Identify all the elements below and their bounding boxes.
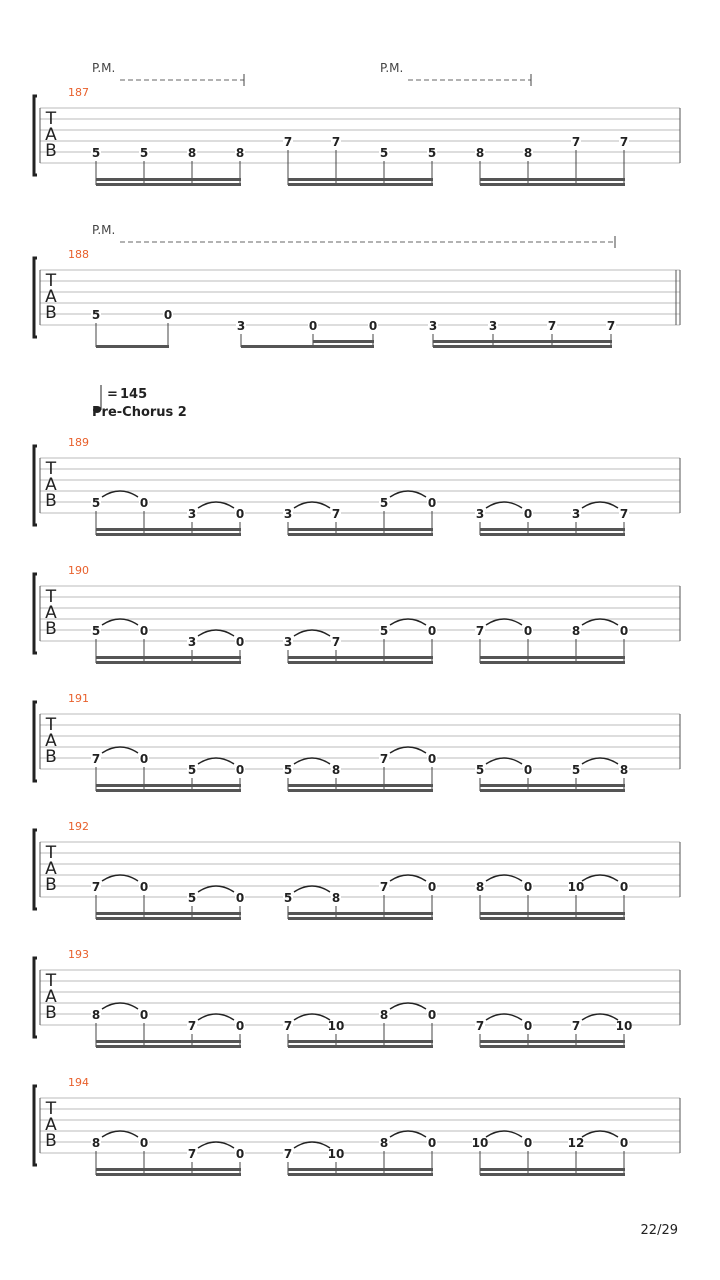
slur-arc: [390, 875, 426, 881]
tempo-prefix: =: [107, 387, 118, 402]
fret-number: 0: [523, 1019, 533, 1033]
slur-arc: [486, 1014, 522, 1020]
slur-arc: [294, 1014, 330, 1020]
fret-number: 7: [283, 1019, 293, 1033]
beam: [288, 917, 433, 920]
slur-arc: [582, 1131, 618, 1137]
beam: [480, 661, 625, 664]
measure-number: 191: [68, 692, 89, 705]
tab-clef-letter: A: [45, 987, 57, 1007]
fret-number: 7: [331, 135, 341, 149]
fret-number: 7: [91, 880, 101, 894]
beam: [96, 533, 241, 536]
fret-number: 0: [427, 752, 437, 766]
measure-number: 189: [68, 436, 89, 449]
beam-secondary: [288, 1040, 433, 1043]
fret-number: 7: [475, 1019, 485, 1033]
tab-system: [34, 564, 680, 664]
beam: [288, 533, 433, 536]
fret-number: 0: [235, 891, 245, 905]
fret-number: 5: [91, 146, 101, 160]
measure-number: 187: [68, 86, 89, 99]
fret-number: 7: [187, 1147, 197, 1161]
fret-number: 8: [475, 880, 485, 894]
fret-number: 0: [619, 1136, 629, 1150]
system-bracket: [34, 1086, 37, 1165]
tab-clef-letter: A: [45, 603, 57, 623]
tempo-bpm: 145: [120, 387, 148, 402]
fret-number: 5: [139, 146, 149, 160]
fret-number: 8: [235, 146, 245, 160]
tab-clef-letter: B: [45, 1003, 57, 1023]
fret-number: 10: [327, 1019, 345, 1033]
fret-number: 5: [571, 763, 581, 777]
slur-arc: [198, 886, 234, 892]
fret-number: 0: [427, 1136, 437, 1150]
tab-clef-letter: A: [45, 125, 57, 145]
slur-arc: [198, 1142, 234, 1148]
fret-number: 8: [379, 1136, 389, 1150]
fret-number: 7: [571, 135, 581, 149]
measure-number: 188: [68, 248, 89, 261]
tab-clef-letter: T: [45, 459, 57, 479]
fret-number: 7: [547, 319, 557, 333]
tab-system: [34, 436, 680, 536]
beam: [480, 789, 625, 792]
fret-number: 7: [475, 624, 485, 638]
beam-secondary: [288, 656, 433, 659]
fret-number: 7: [619, 135, 629, 149]
fret-number: 8: [571, 624, 581, 638]
fret-number: 0: [139, 624, 149, 638]
fret-number: 10: [567, 880, 585, 894]
fret-number: 7: [187, 1019, 197, 1033]
fret-number: 0: [368, 319, 378, 333]
palm-mute-label: P.M.: [380, 61, 404, 75]
tab-clef-letter: B: [45, 141, 57, 161]
fret-number: 7: [619, 507, 629, 521]
tab-clef-letter: A: [45, 287, 57, 307]
beam: [433, 345, 612, 348]
fret-number: 0: [427, 624, 437, 638]
beam: [96, 1173, 241, 1176]
fret-number: 7: [283, 135, 293, 149]
fret-number: 0: [523, 880, 533, 894]
slur-arc: [582, 1014, 618, 1020]
measure-number: 194: [68, 1076, 89, 1089]
fret-number: 8: [91, 1008, 101, 1022]
beam-secondary: [480, 656, 625, 659]
tab-system: [34, 223, 680, 348]
slur-arc: [102, 1131, 138, 1137]
fret-number: 12: [567, 1136, 585, 1150]
slur-arc: [102, 619, 138, 625]
fret-number: 7: [91, 752, 101, 766]
fret-number: 3: [236, 319, 246, 333]
fret-number: 3: [283, 507, 293, 521]
tab-system: [34, 1076, 680, 1176]
beam-secondary: [480, 1040, 625, 1043]
beam: [96, 661, 241, 664]
fret-number: 5: [379, 146, 389, 160]
fret-number: 3: [283, 635, 293, 649]
slur-arc: [294, 502, 330, 508]
fret-number: 8: [91, 1136, 101, 1150]
tab-clef-letter: A: [45, 859, 57, 879]
slur-arc: [198, 758, 234, 764]
beam-secondary: [313, 340, 374, 343]
slur-arc: [486, 1131, 522, 1137]
fret-number: 0: [139, 880, 149, 894]
fret-number: 7: [379, 752, 389, 766]
beam: [288, 789, 433, 792]
slur-arc: [102, 491, 138, 497]
fret-number: 10: [327, 1147, 345, 1161]
beam: [288, 1173, 433, 1176]
fret-number: 8: [331, 891, 341, 905]
fret-number: 5: [91, 624, 101, 638]
fret-number: 5: [475, 763, 485, 777]
fret-number: 0: [139, 1136, 149, 1150]
fret-number: 5: [427, 146, 437, 160]
fret-number: 0: [235, 507, 245, 521]
fret-number: 10: [615, 1019, 633, 1033]
slur-arc: [486, 502, 522, 508]
beam-secondary: [288, 178, 433, 181]
beam: [480, 917, 625, 920]
slur-arc: [102, 747, 138, 753]
fret-number: 0: [427, 496, 437, 510]
slur-arc: [582, 619, 618, 625]
slur-arc: [486, 758, 522, 764]
beam-secondary: [288, 912, 433, 915]
fret-number: 0: [619, 880, 629, 894]
slur-arc: [486, 619, 522, 625]
fret-number: 7: [283, 1147, 293, 1161]
slur-arc: [582, 502, 618, 508]
beam: [288, 1045, 433, 1048]
beam-secondary: [433, 340, 612, 343]
fret-number: 8: [619, 763, 629, 777]
tab-clef-letter: B: [45, 303, 57, 323]
tab-system: [34, 948, 680, 1048]
slur-arc: [102, 875, 138, 881]
beam-secondary: [480, 912, 625, 915]
system-bracket: [34, 574, 37, 653]
fret-number: 0: [139, 1008, 149, 1022]
fret-number: 3: [475, 507, 485, 521]
system-bracket: [34, 958, 37, 1037]
measure-number: 193: [68, 948, 89, 961]
fret-number: 0: [427, 880, 437, 894]
fret-number: 0: [427, 1008, 437, 1022]
slur-arc: [294, 886, 330, 892]
beam-secondary: [96, 1168, 241, 1171]
beam-secondary: [96, 178, 241, 181]
slur-arc: [390, 491, 426, 497]
beam-secondary: [96, 1040, 241, 1043]
measure-number: 192: [68, 820, 89, 833]
beam: [96, 789, 241, 792]
fret-number: 3: [488, 319, 498, 333]
tab-clef-letter: B: [45, 1131, 57, 1151]
beam: [96, 345, 169, 348]
fret-number: 3: [428, 319, 438, 333]
slur-arc: [198, 1014, 234, 1020]
beam: [96, 183, 241, 186]
fret-number: 7: [331, 507, 341, 521]
page-number: 22/29: [640, 1223, 678, 1238]
tab-clef-letter: T: [45, 109, 57, 129]
beam-secondary: [480, 784, 625, 787]
fret-number: 0: [139, 752, 149, 766]
beam: [241, 345, 374, 348]
section-label: Pre-Chorus 2: [92, 405, 187, 420]
tab-clef-letter: T: [45, 271, 57, 291]
fret-number: 3: [571, 507, 581, 521]
fret-number: 0: [619, 624, 629, 638]
beam: [480, 1045, 625, 1048]
beam-secondary: [480, 1168, 625, 1171]
slur-arc: [390, 619, 426, 625]
fret-number: 5: [187, 763, 197, 777]
fret-number: 3: [187, 635, 197, 649]
fret-number: 8: [331, 763, 341, 777]
fret-number: 0: [523, 507, 533, 521]
slur-arc: [102, 1003, 138, 1009]
tab-clef-letter: T: [45, 843, 57, 863]
tab-clef-letter: T: [45, 587, 57, 607]
beam-secondary: [480, 528, 625, 531]
beam-secondary: [288, 1168, 433, 1171]
fret-number: 0: [235, 635, 245, 649]
fret-number: 5: [379, 624, 389, 638]
fret-number: 8: [475, 146, 485, 160]
beam: [96, 1045, 241, 1048]
fret-number: 10: [471, 1136, 489, 1150]
fret-number: 5: [91, 496, 101, 510]
beam-secondary: [288, 528, 433, 531]
tab-clef-letter: B: [45, 619, 57, 639]
fret-number: 5: [187, 891, 197, 905]
system-bracket: [34, 702, 37, 781]
beam-secondary: [480, 178, 625, 181]
fret-number: 0: [163, 308, 173, 322]
fret-number: 5: [283, 763, 293, 777]
fret-number: 0: [235, 1019, 245, 1033]
tab-clef-letter: T: [45, 1099, 57, 1119]
tab-clef-letter: A: [45, 731, 57, 751]
fret-number: 0: [235, 763, 245, 777]
beam-secondary: [96, 784, 241, 787]
fret-number: 8: [379, 1008, 389, 1022]
fret-number: 7: [331, 635, 341, 649]
slur-arc: [486, 875, 522, 881]
tab-clef-letter: B: [45, 875, 57, 895]
slur-arc: [582, 758, 618, 764]
slur-arc: [390, 1131, 426, 1137]
tab-clef-letter: A: [45, 475, 57, 495]
beam: [480, 183, 625, 186]
beam: [288, 183, 433, 186]
slur-arc: [390, 1003, 426, 1009]
system-bracket: [34, 96, 37, 175]
slur-arc: [198, 630, 234, 636]
slur-arc: [390, 747, 426, 753]
slur-arc: [582, 875, 618, 881]
system-bracket: [34, 446, 37, 525]
slur-arc: [198, 502, 234, 508]
fret-number: 7: [571, 1019, 581, 1033]
beam: [480, 533, 625, 536]
tab-clef-letter: B: [45, 747, 57, 767]
beam: [96, 917, 241, 920]
fret-number: 5: [379, 496, 389, 510]
system-bracket: [34, 258, 37, 337]
tab-system: [34, 61, 680, 186]
fret-number: 0: [139, 496, 149, 510]
palm-mute-label: P.M.: [92, 61, 116, 75]
fret-number: 5: [283, 891, 293, 905]
system-bracket: [34, 830, 37, 909]
beam-secondary: [96, 912, 241, 915]
fret-number: 0: [308, 319, 318, 333]
tab-clef-letter: T: [45, 971, 57, 991]
palm-mute-label: P.M.: [92, 223, 116, 237]
fret-number: 0: [523, 763, 533, 777]
fret-number: 0: [523, 1136, 533, 1150]
tab-clef-letter: B: [45, 491, 57, 511]
slur-arc: [294, 630, 330, 636]
beam: [288, 661, 433, 664]
tab-system: [34, 820, 680, 920]
tab-clef-letter: T: [45, 715, 57, 735]
beam: [480, 1173, 625, 1176]
beam-secondary: [288, 784, 433, 787]
fret-number: 7: [606, 319, 616, 333]
tab-clef-letter: A: [45, 1115, 57, 1135]
fret-number: 5: [91, 308, 101, 322]
tab-system: [34, 692, 680, 792]
beam-secondary: [96, 528, 241, 531]
slur-arc: [294, 1142, 330, 1148]
tempo-marking: [92, 385, 187, 420]
beam-secondary: [96, 656, 241, 659]
fret-number: 3: [187, 507, 197, 521]
fret-number: 0: [235, 1147, 245, 1161]
measure-number: 190: [68, 564, 89, 577]
fret-number: 7: [379, 880, 389, 894]
fret-number: 0: [523, 624, 533, 638]
fret-number: 8: [523, 146, 533, 160]
fret-number: 8: [187, 146, 197, 160]
slur-arc: [294, 758, 330, 764]
